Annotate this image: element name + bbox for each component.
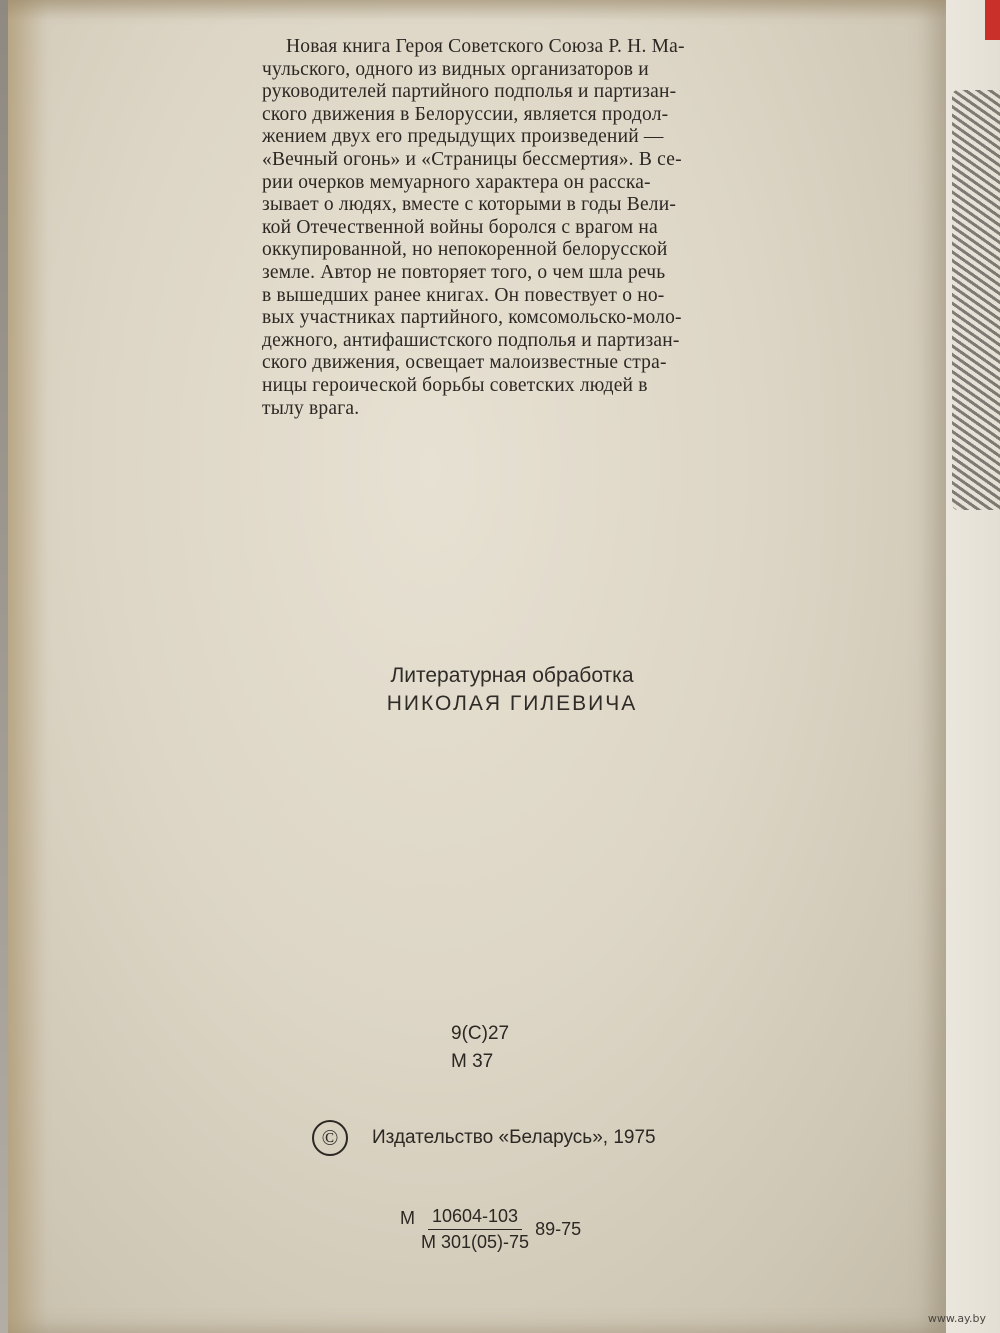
annotation-line: «Вечный огонь» и «Страницы бессмертия». В се- <box>262 148 682 170</box>
copyright-line <box>312 1120 656 1156</box>
adjacent-illustration <box>952 90 1000 510</box>
publication-index <box>400 1206 581 1253</box>
index-suffix: 89-75 <box>535 1219 582 1239</box>
site-watermark: www.ay.by <box>927 1312 986 1325</box>
annotation-paragraph <box>262 36 807 420</box>
annotation-line: ского движения, освещает малоизвестные стра- <box>262 352 667 374</box>
annotation-line: оккупированной, но непокоренной белорусской <box>262 239 668 261</box>
adjacent-red-cover <box>985 0 1000 40</box>
bbk-classification <box>451 1020 509 1076</box>
annotation-line: в вышедших ранее книгах. Он повествует о но- <box>262 284 665 306</box>
annotation-line: вых участниках партийного, комсомольско-моло- <box>262 307 682 329</box>
annotation-line: зывает о людях, вместе с которыми в годы Вели- <box>262 194 677 216</box>
copyright-text: Издательство «Беларусь», 1975 <box>372 1127 656 1148</box>
copyright-icon: © <box>312 1120 348 1156</box>
bbk-code: 9(С)27 <box>451 1023 510 1044</box>
index-fraction <box>421 1206 529 1253</box>
annotation-line: жением двух его предыдущих произведений — <box>262 126 664 148</box>
annotation-line: чульского, одного из видных организаторов и <box>262 58 649 80</box>
annotation-line: тылу врага. <box>262 397 360 419</box>
index-prefix: М <box>400 1208 415 1228</box>
annotation-line: Новая книга Героя Советского Союза Р. Н. Ма- <box>286 36 685 57</box>
annotation-line: ского движения в Белоруссии, является продол- <box>262 103 669 125</box>
annotation-line: дежного, антифашистского подполья и партизан- <box>262 329 680 351</box>
annotation-line: ницы героической борьбы советских людей в <box>262 374 648 396</box>
annotation-line: земле. Автор не повторяет того, о чем шла речь <box>262 261 666 283</box>
annotation-line: кой Отечественной войны боролся с врагом на <box>262 216 658 238</box>
literary-editor-name: НИКОЛАЯ ГИЛЕВИЧА <box>386 692 638 715</box>
annotation-line: рии очерков мемуарного характера он расска- <box>262 171 651 193</box>
author-mark: М 37 <box>451 1051 494 1072</box>
index-numerator: 10604-103 <box>428 1206 522 1230</box>
literary-editing-label: Литературная обработка <box>390 664 634 687</box>
annotation-line: руководителей партийного подполья и партизан- <box>262 81 677 103</box>
index-denominator: М 301(05)-75 <box>421 1232 530 1252</box>
